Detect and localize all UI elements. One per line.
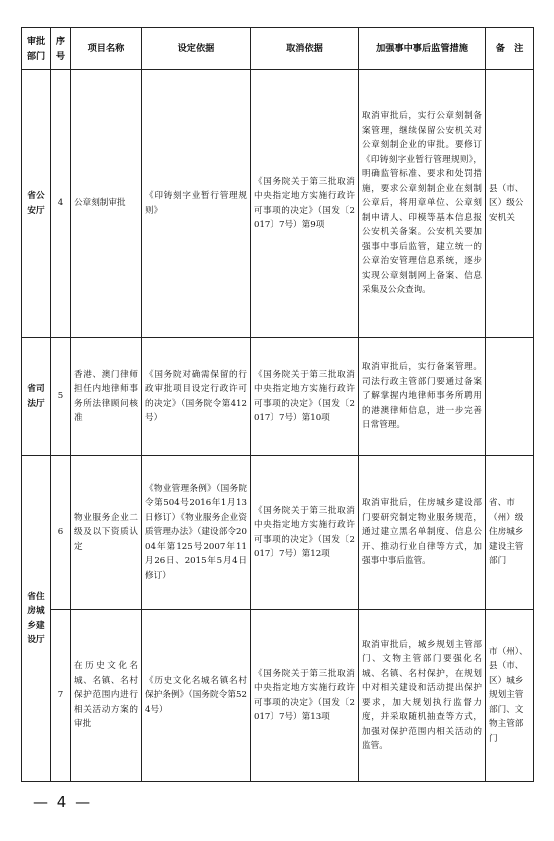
item-name-cell: 公章刻制审批 bbox=[71, 70, 142, 338]
header-basis: 设定依据 bbox=[142, 28, 251, 70]
seq-cell: 6 bbox=[51, 456, 71, 610]
measures-cell: 取消审批后，实行备案管理。司法行政主管部门要通过备案了解掌握内地律师事务所聘用的港澳律师信息，进一步完善日常管理。 bbox=[359, 338, 486, 456]
cancel-basis-cell: 《国务院关于第三批取消中央指定地方实施行政许可事项的决定》（国发〔2017〕7号）第9项 bbox=[251, 70, 359, 338]
item-name-cell: 物业服务企业二级及以下资质认定 bbox=[71, 456, 142, 610]
item-name-cell: 在历史文化名城、名镇、名村保护范围内进行相关活动方案的审批 bbox=[71, 610, 142, 782]
cancel-basis-cell: 《国务院关于第三批取消中央指定地方实施行政许可事项的决定》（国发〔2017〕7号）第10项 bbox=[251, 338, 359, 456]
remarks-cell: 县（市、区）级公安机关 bbox=[486, 70, 534, 338]
seq-cell: 4 bbox=[51, 70, 71, 338]
header-remarks: 备 注 bbox=[486, 28, 534, 70]
remarks-cell bbox=[486, 338, 534, 456]
header-cancel-basis: 取消依据 bbox=[251, 28, 359, 70]
seq-cell: 7 bbox=[51, 610, 71, 782]
basis-cell: 《历史文化名城名镇名村保护条例》（国务院令第524号） bbox=[142, 610, 251, 782]
cancel-basis-cell: 《国务院关于第三批取消中央指定地方实施行政许可事项的决定》（国发〔2017〕7号）第13项 bbox=[251, 610, 359, 782]
header-measures: 加强事中事后监管措施 bbox=[359, 28, 486, 70]
basis-cell: 《国务院对确需保留的行政审批项目设定行政许可的决定》（国务院令第412号） bbox=[142, 338, 251, 456]
basis-cell: 《印铸刻字业暂行管理规则》 bbox=[142, 70, 251, 338]
basis-cell: 《物业管理条例》（国务院令第504号2016年1月13日修订）《物业服务企业资质管理办法》（建设部令2004年第125号2007年11月26日、2015年5月4日修订） bbox=[142, 456, 251, 610]
header-name: 项目名称 bbox=[71, 28, 142, 70]
table-row bbox=[22, 610, 534, 782]
measures-cell: 取消审批后，城乡规划主管部门、文物主管部门要强化名城、名镇、名村保护，在规划中对相关建设和活动提出保护要求，加大规划执行监督力度，并采取随机抽查等方式，加强对保护范围内相关活动的监管。 bbox=[359, 610, 486, 782]
table-row bbox=[22, 456, 534, 610]
cancel-basis-cell: 《国务院关于第三批取消中央指定地方实施行政许可事项的决定》（国发〔2017〕7号）第12项 bbox=[251, 456, 359, 610]
remarks-cell: 市（州）、县（市、区）城乡规划主管部门、文物主管部门 bbox=[486, 610, 534, 782]
dept-cell: 省住房城乡建设厅 bbox=[22, 456, 51, 782]
remarks-cell: 省、市（州）级住房城乡建设主管部门 bbox=[486, 456, 534, 610]
table-row bbox=[22, 70, 534, 338]
header-seq: 序号 bbox=[51, 28, 71, 70]
measures-cell: 取消审批后，住房城乡建设部门要研究制定物业服务规范，通过建立黑名单制度、信息公开、推动行业自律等方式，加强事中事后监管。 bbox=[359, 456, 486, 610]
page-number: — 4 — bbox=[33, 793, 93, 811]
approval-items-table bbox=[21, 27, 534, 782]
seq-cell: 5 bbox=[51, 338, 71, 456]
dept-cell: 省公安厅 bbox=[22, 70, 51, 338]
item-name-cell: 香港、澳门律师担任内地律师事务所法律顾问核准 bbox=[71, 338, 142, 456]
table-row bbox=[22, 338, 534, 456]
dept-cell: 省司法厅 bbox=[22, 338, 51, 456]
table-header-row bbox=[22, 28, 534, 70]
measures-cell: 取消审批后，实行公章刻制备案管理，继续保留公安机关对公章刻制企业的审批。要修订《印铸刻字业暂行管理规则》，明确监管标准、要求和处罚措施，要求公章刻制企业在刻制公章后，将用章单位、公章刻制申请人、印模等基本信息报公安机关备案。公安机关要加强事中事后监管，建立统一的公章治安管理信息系统，逐步实现公章刻制网上备案、信息采集及公众查询。 bbox=[359, 70, 486, 338]
header-dept: 审批部门 bbox=[22, 28, 51, 70]
